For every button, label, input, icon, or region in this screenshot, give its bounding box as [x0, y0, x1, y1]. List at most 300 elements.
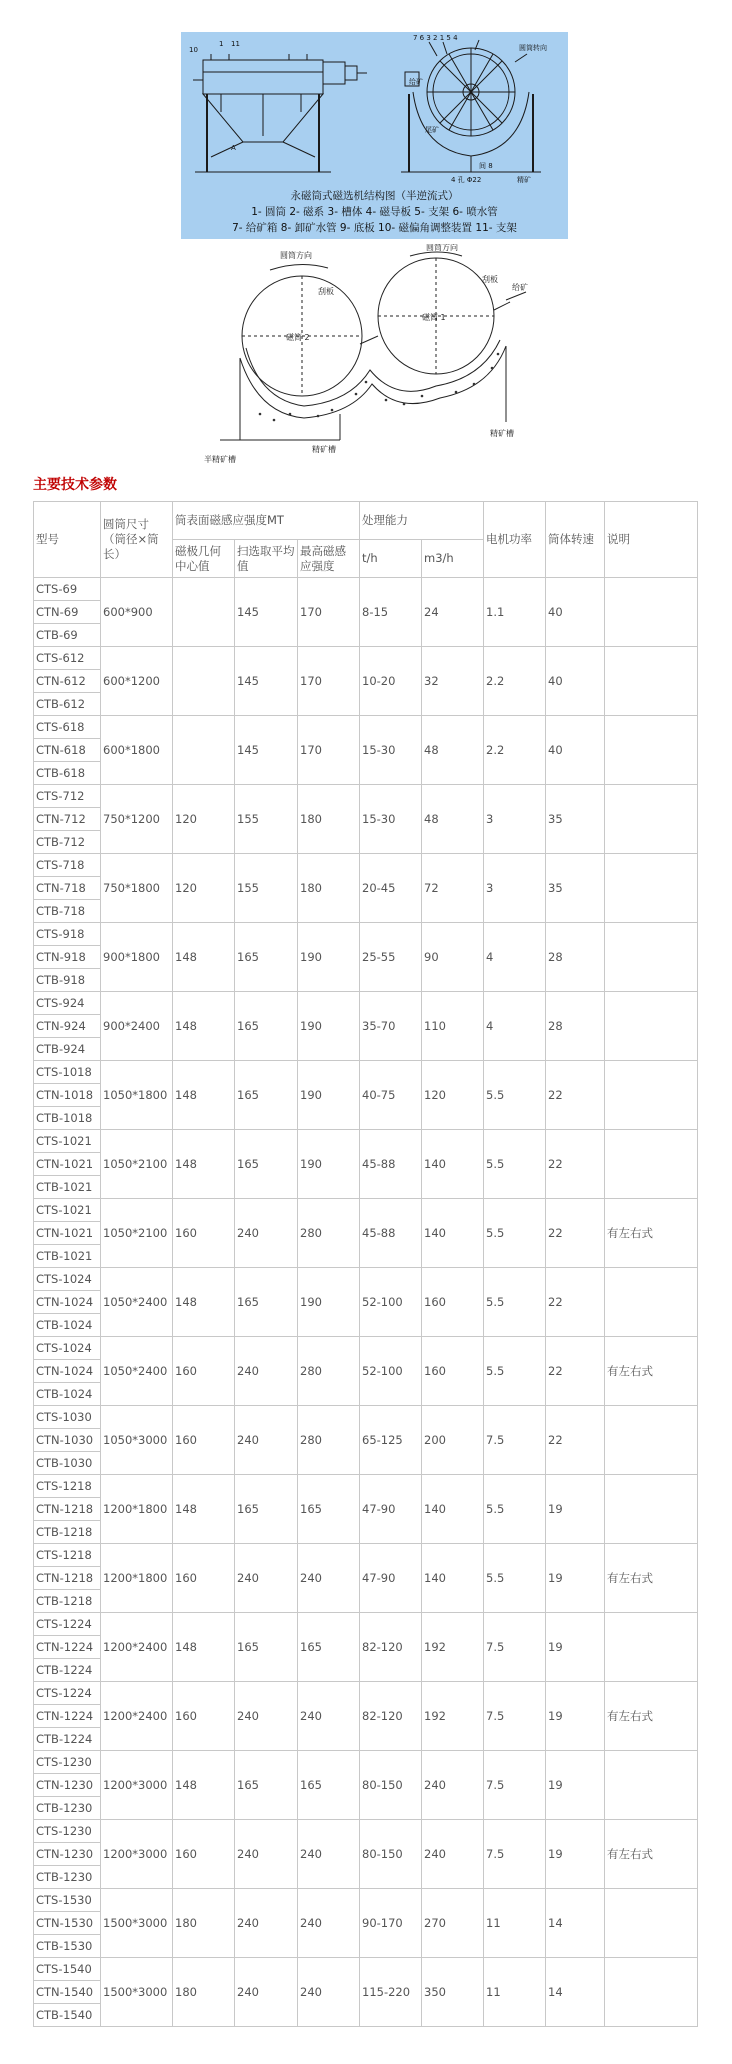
cell-center: 148	[173, 1751, 235, 1820]
table-row	[34, 1613, 698, 1636]
cell-note: 有左右式	[605, 1820, 698, 1889]
header-cap-th: t/h	[360, 540, 422, 578]
model-cell: CTS-1024	[34, 1268, 101, 1291]
cell-avg: 165	[235, 1130, 298, 1199]
cell-th: 35-70	[360, 992, 422, 1061]
cell-note	[605, 1889, 698, 1958]
cell-speed: 40	[546, 578, 605, 647]
cell-avg: 240	[235, 1544, 298, 1613]
table-row	[34, 716, 698, 739]
cell-speed: 19	[546, 1820, 605, 1889]
model-cell: CTB-612	[34, 693, 101, 716]
cell-m3h: 140	[422, 1475, 484, 1544]
cell-size: 1050*1800	[101, 1061, 173, 1130]
cell-avg: 240	[235, 1682, 298, 1751]
cell-avg: 240	[235, 1889, 298, 1958]
table-row	[34, 1199, 698, 1222]
table-row	[34, 785, 698, 808]
label-scraper-2: 刮板	[318, 287, 334, 296]
model-cell: CTB-918	[34, 969, 101, 992]
cell-avg: 145	[235, 716, 298, 785]
table-row	[34, 923, 698, 946]
cell-m3h: 160	[422, 1268, 484, 1337]
model-cell: CTS-1224	[34, 1682, 101, 1705]
model-cell: CTN-1021	[34, 1153, 101, 1176]
cell-m3h: 140	[422, 1199, 484, 1268]
cell-size: 750*1200	[101, 785, 173, 854]
model-cell: CTB-1224	[34, 1728, 101, 1751]
model-cell: CTB-1021	[34, 1245, 101, 1268]
model-cell: CTN-69	[34, 601, 101, 624]
model-cell: CTN-1218	[34, 1567, 101, 1590]
cell-size: 750*1800	[101, 854, 173, 923]
cell-th: 82-120	[360, 1682, 422, 1751]
model-cell: CTS-612	[34, 647, 101, 670]
cell-max: 165	[298, 1475, 360, 1544]
model-cell: CTS-618	[34, 716, 101, 739]
cell-center: 160	[173, 1337, 235, 1406]
cell-speed: 19	[546, 1682, 605, 1751]
model-cell: CTN-1224	[34, 1636, 101, 1659]
model-cell: CTN-1218	[34, 1498, 101, 1521]
table-row	[34, 1337, 698, 1360]
working-principle-diagram	[200, 244, 540, 466]
model-cell: CTS-1021	[34, 1199, 101, 1222]
cell-avg: 165	[235, 1061, 298, 1130]
model-cell: CTB-69	[34, 624, 101, 647]
cell-th: 15-30	[360, 785, 422, 854]
cell-m3h: 120	[422, 1061, 484, 1130]
cell-m3h: 48	[422, 716, 484, 785]
cell-avg: 165	[235, 1268, 298, 1337]
header-speed: 筒体转速	[546, 502, 605, 578]
cell-avg: 240	[235, 1820, 298, 1889]
label-a-section: 4 孔 Φ22	[451, 176, 482, 184]
cell-th: 82-120	[360, 1613, 422, 1682]
cell-center: 160	[173, 1406, 235, 1475]
cell-th: 90-170	[360, 1889, 422, 1958]
model-cell: CTS-1530	[34, 1889, 101, 1912]
table-row	[34, 1406, 698, 1429]
cell-speed: 35	[546, 854, 605, 923]
model-cell: CTN-924	[34, 1015, 101, 1038]
cell-th: 25-55	[360, 923, 422, 992]
cell-max: 240	[298, 1544, 360, 1613]
cell-motor: 11	[484, 1958, 546, 2027]
label-drum-2: 磁筒 2	[286, 333, 310, 342]
cell-center: 160	[173, 1820, 235, 1889]
cell-avg: 155	[235, 785, 298, 854]
cell-center: 160	[173, 1544, 235, 1613]
cell-note	[605, 1130, 698, 1199]
cell-motor: 7.5	[484, 1406, 546, 1475]
cell-motor: 5.5	[484, 1544, 546, 1613]
cell-m3h: 72	[422, 854, 484, 923]
cell-th: 20-45	[360, 854, 422, 923]
model-cell: CTN-1224	[34, 1705, 101, 1728]
model-cell: CTN-1530	[34, 1912, 101, 1935]
cell-m3h: 48	[422, 785, 484, 854]
cell-speed: 22	[546, 1337, 605, 1406]
model-cell: CTS-1230	[34, 1751, 101, 1774]
cell-note	[605, 1061, 698, 1130]
cell-size: 1050*2100	[101, 1130, 173, 1199]
cell-size: 900*1800	[101, 923, 173, 992]
cell-size: 1500*3000	[101, 1889, 173, 1958]
header-drum-size: 圆筒尺寸（筒径×筒长）	[101, 502, 173, 578]
cell-motor: 5.5	[484, 1130, 546, 1199]
cell-motor: 7.5	[484, 1751, 546, 1820]
label-n11: 11	[231, 40, 240, 48]
cell-motor: 3	[484, 854, 546, 923]
cell-size: 600*1800	[101, 716, 173, 785]
cell-m3h: 140	[422, 1544, 484, 1613]
cell-m3h: 32	[422, 647, 484, 716]
cell-max: 170	[298, 716, 360, 785]
table-row	[34, 1061, 698, 1084]
cell-th: 15-30	[360, 716, 422, 785]
table-row	[34, 647, 698, 670]
cell-m3h: 192	[422, 1682, 484, 1751]
cell-max: 240	[298, 1682, 360, 1751]
cell-note	[605, 716, 698, 785]
cell-avg: 165	[235, 923, 298, 992]
header-field-avg: 扫选取平均值	[235, 540, 298, 578]
model-cell: CTB-1230	[34, 1797, 101, 1820]
cell-m3h: 240	[422, 1820, 484, 1889]
cell-max: 280	[298, 1406, 360, 1475]
model-cell: CTS-1024	[34, 1337, 101, 1360]
section-title: 主要技术参数	[33, 477, 117, 493]
cell-th: 45-88	[360, 1199, 422, 1268]
figure1-caption-legend-2: 7- 给矿箱 8- 卸矿水管 9- 底板 10- 磁偏角调整装置 11- 支架	[232, 222, 517, 234]
cell-center: 160	[173, 1682, 235, 1751]
cell-note	[605, 1475, 698, 1544]
cell-m3h: 200	[422, 1406, 484, 1475]
cell-size: 1200*2400	[101, 1613, 173, 1682]
cell-motor: 5.5	[484, 1199, 546, 1268]
cell-note	[605, 854, 698, 923]
cell-max: 190	[298, 923, 360, 992]
header-field-group: 筒表面磁感应强度MT	[173, 502, 360, 540]
cell-center: 148	[173, 1613, 235, 1682]
cell-max: 280	[298, 1337, 360, 1406]
cell-center: 148	[173, 923, 235, 992]
cell-motor: 11	[484, 1889, 546, 1958]
cell-motor: 7.5	[484, 1682, 546, 1751]
cell-center: 148	[173, 1475, 235, 1544]
cell-note	[605, 923, 698, 992]
cell-max: 280	[298, 1199, 360, 1268]
cell-note	[605, 1958, 698, 2027]
cell-m3h: 160	[422, 1337, 484, 1406]
model-cell: CTN-1230	[34, 1843, 101, 1866]
cell-avg: 240	[235, 1406, 298, 1475]
cell-max: 240	[298, 1889, 360, 1958]
table-row	[34, 992, 698, 1015]
cell-th: 47-90	[360, 1544, 422, 1613]
cell-note	[605, 1406, 698, 1475]
cell-size: 600*900	[101, 578, 173, 647]
cell-speed: 19	[546, 1613, 605, 1682]
model-cell: CTN-612	[34, 670, 101, 693]
model-cell: CTN-1024	[34, 1360, 101, 1383]
model-cell: CTN-1018	[34, 1084, 101, 1107]
cell-th: 10-20	[360, 647, 422, 716]
cell-m3h: 90	[422, 923, 484, 992]
cell-center: 148	[173, 992, 235, 1061]
cell-size: 1050*3000	[101, 1406, 173, 1475]
label-scraper-1: 刮板	[482, 275, 498, 284]
cell-motor: 5.5	[484, 1337, 546, 1406]
cell-th: 47-90	[360, 1475, 422, 1544]
cell-speed: 19	[546, 1475, 605, 1544]
label-concentrate-trough-1: 精矿槽	[490, 429, 514, 438]
cell-motor: 5.5	[484, 1475, 546, 1544]
header-row-1	[34, 502, 698, 540]
model-cell: CTS-1540	[34, 1958, 101, 1981]
cell-size: 1200*2400	[101, 1682, 173, 1751]
cell-max: 165	[298, 1751, 360, 1820]
cell-speed: 19	[546, 1544, 605, 1613]
cell-speed: 35	[546, 785, 605, 854]
table-row	[34, 1475, 698, 1498]
model-cell: CTS-1230	[34, 1820, 101, 1843]
header-field-center: 磁极几何中心值	[173, 540, 235, 578]
cell-avg: 155	[235, 854, 298, 923]
cell-max: 165	[298, 1613, 360, 1682]
label-feed: 给矿	[409, 78, 423, 86]
model-cell: CTS-1224	[34, 1613, 101, 1636]
label-conc: 精矿	[517, 176, 531, 184]
model-cell: CTN-1540	[34, 1981, 101, 2004]
cell-size: 1200*1800	[101, 1544, 173, 1613]
cell-avg: 240	[235, 1199, 298, 1268]
cell-speed: 28	[546, 992, 605, 1061]
model-cell: CTB-618	[34, 762, 101, 785]
model-cell: CTN-1030	[34, 1429, 101, 1452]
model-cell: CTN-1021	[34, 1222, 101, 1245]
header-model: 型号	[34, 502, 101, 578]
cell-motor: 5.5	[484, 1061, 546, 1130]
cell-th: 52-100	[360, 1337, 422, 1406]
cell-max: 180	[298, 785, 360, 854]
cell-motor: 4	[484, 923, 546, 992]
cell-max: 190	[298, 1268, 360, 1337]
cell-th: 45-88	[360, 1130, 422, 1199]
label-concentrate-trough-2: 精矿槽	[312, 445, 336, 454]
cell-motor: 7.5	[484, 1613, 546, 1682]
model-cell: CTB-1021	[34, 1176, 101, 1199]
figure1-caption-legend-1: 1- 圆筒 2- 磁系 3- 槽体 4- 磁导板 5- 支架 6- 喷水管	[251, 206, 498, 218]
cell-note	[605, 1751, 698, 1820]
table-row	[34, 578, 698, 601]
cell-note: 有左右式	[605, 1682, 698, 1751]
model-cell: CTB-1540	[34, 2004, 101, 2027]
label-n1: 1	[219, 40, 224, 48]
cell-max: 190	[298, 1130, 360, 1199]
cell-max: 170	[298, 647, 360, 716]
cell-note	[605, 578, 698, 647]
cell-motor: 1.1	[484, 578, 546, 647]
header-field-max: 最高磁感应强度	[298, 540, 360, 578]
cell-speed: 22	[546, 1130, 605, 1199]
cell-m3h: 140	[422, 1130, 484, 1199]
cell-motor: 3	[484, 785, 546, 854]
cell-motor: 4	[484, 992, 546, 1061]
model-cell: CTB-1230	[34, 1866, 101, 1889]
cell-size: 1200*3000	[101, 1751, 173, 1820]
cell-size: 1050*2400	[101, 1337, 173, 1406]
cell-speed: 22	[546, 1061, 605, 1130]
cell-size: 900*2400	[101, 992, 173, 1061]
cell-center: 180	[173, 1889, 235, 1958]
model-cell: CTN-918	[34, 946, 101, 969]
model-cell: CTB-1024	[34, 1383, 101, 1406]
cell-m3h: 24	[422, 578, 484, 647]
cell-speed: 14	[546, 1958, 605, 2027]
cell-speed: 40	[546, 647, 605, 716]
label-rotation-1: 圆筒方向	[426, 244, 458, 252]
cell-speed: 40	[546, 716, 605, 785]
header-capacity-group: 处理能力	[360, 502, 484, 540]
model-cell: CTB-712	[34, 831, 101, 854]
model-cell: CTS-69	[34, 578, 101, 601]
model-cell: CTB-1018	[34, 1107, 101, 1130]
cell-speed: 22	[546, 1406, 605, 1475]
model-cell: CTS-712	[34, 785, 101, 808]
cell-avg: 165	[235, 992, 298, 1061]
model-cell: CTB-1030	[34, 1452, 101, 1475]
cell-th: 8-15	[360, 578, 422, 647]
cell-m3h: 350	[422, 1958, 484, 2027]
cell-center: 148	[173, 1130, 235, 1199]
table-row	[34, 1751, 698, 1774]
model-cell: CTS-1018	[34, 1061, 101, 1084]
spec-table	[33, 501, 698, 2027]
cell-speed: 22	[546, 1199, 605, 1268]
cell-note: 有左右式	[605, 1544, 698, 1613]
label-drum-1: 磁筒 1	[422, 313, 446, 322]
cell-max: 240	[298, 1958, 360, 2027]
label-n10: 10	[189, 46, 198, 54]
cell-speed: 22	[546, 1268, 605, 1337]
label-semi-concentrate-trough: 半精矿槽	[204, 455, 236, 464]
label-a: A	[231, 144, 236, 152]
cell-note	[605, 992, 698, 1061]
cell-max: 190	[298, 1061, 360, 1130]
cell-avg: 165	[235, 1751, 298, 1820]
table-row	[34, 1889, 698, 1912]
cell-avg: 240	[235, 1958, 298, 2027]
cell-size: 1050*2400	[101, 1268, 173, 1337]
cell-m3h: 240	[422, 1751, 484, 1820]
cell-avg: 165	[235, 1613, 298, 1682]
model-cell: CTB-1224	[34, 1659, 101, 1682]
cell-th: 80-150	[360, 1751, 422, 1820]
model-cell: CTS-918	[34, 923, 101, 946]
figure1-caption-title: 永磁筒式磁选机结构图（半逆流式）	[290, 190, 459, 202]
model-cell: CTN-718	[34, 877, 101, 900]
cell-th: 40-75	[360, 1061, 422, 1130]
cell-avg: 145	[235, 578, 298, 647]
model-cell: CTN-1230	[34, 1774, 101, 1797]
cell-speed: 28	[546, 923, 605, 992]
cell-note	[605, 785, 698, 854]
table-row	[34, 1130, 698, 1153]
cell-note	[605, 1268, 698, 1337]
model-cell: CTS-1218	[34, 1544, 101, 1567]
model-cell: CTB-1530	[34, 1935, 101, 1958]
cell-center: 148	[173, 1268, 235, 1337]
cell-center: 160	[173, 1199, 235, 1268]
model-cell: CTS-1030	[34, 1406, 101, 1429]
label-top-numbers: 7 6 3 2 1 5 4	[413, 34, 458, 42]
cell-max: 170	[298, 578, 360, 647]
table-row	[34, 854, 698, 877]
cell-center	[173, 647, 235, 716]
table-row	[34, 1268, 698, 1291]
model-cell: CTS-924	[34, 992, 101, 1015]
cell-center: 120	[173, 854, 235, 923]
label-tailings: 尾矿	[425, 126, 439, 134]
cell-m3h: 270	[422, 1889, 484, 1958]
model-cell: CTN-1024	[34, 1291, 101, 1314]
table-row	[34, 1958, 698, 1981]
cell-size: 1200*1800	[101, 1475, 173, 1544]
cell-avg: 165	[235, 1475, 298, 1544]
cell-max: 180	[298, 854, 360, 923]
cell-speed: 14	[546, 1889, 605, 1958]
cell-note	[605, 647, 698, 716]
cell-avg: 240	[235, 1337, 298, 1406]
table-row	[34, 1820, 698, 1843]
cell-size: 1500*3000	[101, 1958, 173, 2027]
cell-center: 120	[173, 785, 235, 854]
header-note: 说明	[605, 502, 698, 578]
cell-max: 190	[298, 992, 360, 1061]
cell-size: 1050*2100	[101, 1199, 173, 1268]
cell-th: 65-125	[360, 1406, 422, 1475]
cell-m3h: 192	[422, 1613, 484, 1682]
cell-th: 80-150	[360, 1820, 422, 1889]
working-principle-drawing	[200, 244, 540, 466]
model-cell: CTS-1021	[34, 1130, 101, 1153]
cell-center	[173, 716, 235, 785]
cell-motor: 5.5	[484, 1268, 546, 1337]
header-cap-m3h: m3/h	[422, 540, 484, 578]
cell-note: 有左右式	[605, 1337, 698, 1406]
model-cell: CTS-1218	[34, 1475, 101, 1498]
cell-center	[173, 578, 235, 647]
table-row	[34, 1544, 698, 1567]
label-rotation: 圆筒转向	[519, 44, 547, 52]
cell-avg: 145	[235, 647, 298, 716]
table-row	[34, 1682, 698, 1705]
cell-th: 52-100	[360, 1268, 422, 1337]
cell-th: 115-220	[360, 1958, 422, 2027]
cell-size: 1200*3000	[101, 1820, 173, 1889]
cell-size: 600*1200	[101, 647, 173, 716]
cell-center: 148	[173, 1061, 235, 1130]
label-feed: 给矿	[512, 283, 528, 292]
cell-note: 有左右式	[605, 1199, 698, 1268]
model-cell: CTN-618	[34, 739, 101, 762]
cell-speed: 19	[546, 1751, 605, 1820]
cell-note	[605, 1613, 698, 1682]
model-cell: CTN-712	[34, 808, 101, 831]
structure-diagram	[181, 32, 568, 239]
